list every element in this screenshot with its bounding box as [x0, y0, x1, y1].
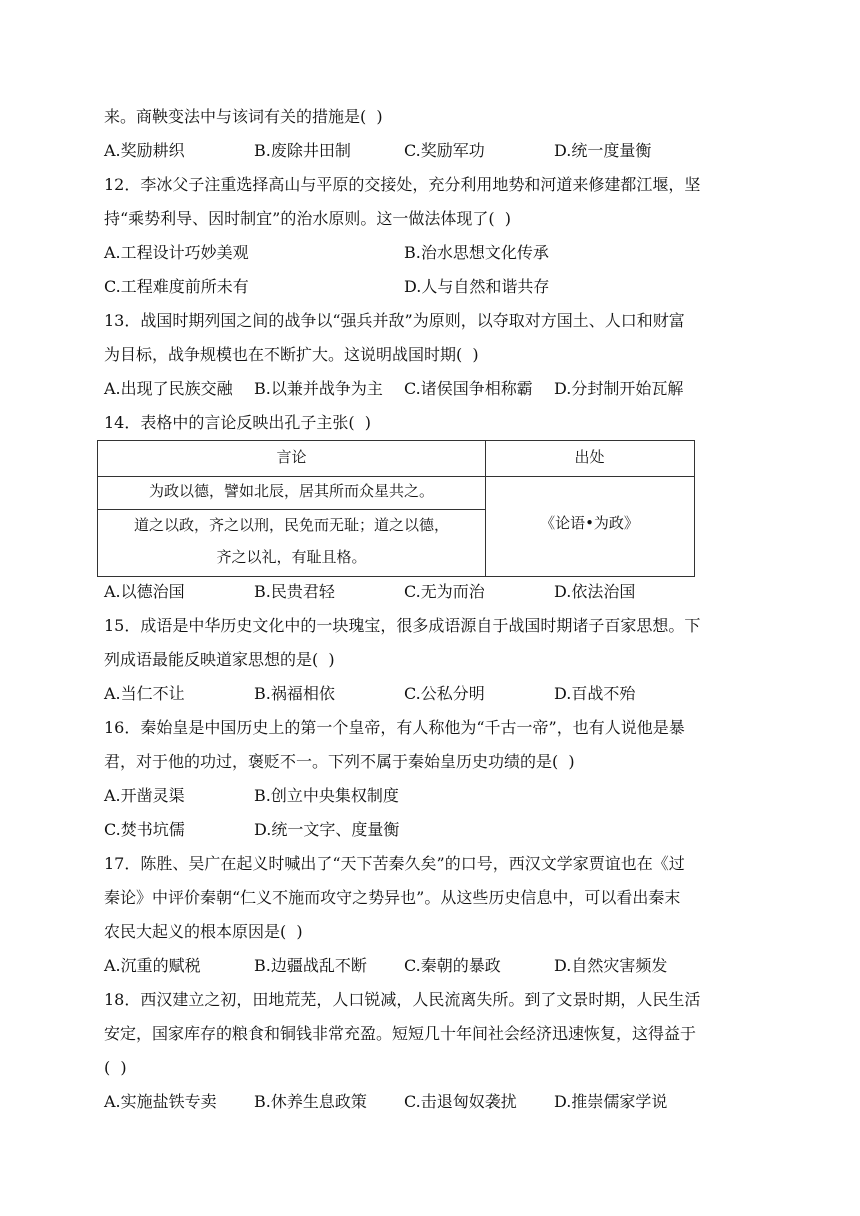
question-17-stem-line-1: 17．陈胜、吴广在起义时喊出了“天下苦秦久矣”的口号，西汉文学家贾谊也在《过	[104, 854, 685, 873]
question-12-stem-line-2: 持“乘势利导、因时制宜”的治水原则。这一做法体现了( )	[104, 209, 512, 228]
table-header-quotes: 言论	[276, 448, 307, 466]
table-row-divider	[98, 509, 485, 510]
q18-option-b: B.休养生息政策	[254, 1092, 367, 1111]
quotes-table	[97, 440, 695, 577]
q14-option-d: D.依法治国	[554, 582, 636, 601]
q15-option-d: D.百战不殆	[554, 684, 636, 703]
q13-option-d: D.分封制开始瓦解	[554, 379, 684, 398]
question-18-stem-line-3: ( )	[104, 1058, 127, 1077]
question-13-stem-line-1: 13．战国时期列国之间的战争以“强兵并敌”为原则，以夺取对方国土、人口和财富	[104, 311, 685, 330]
q15-option-b: B.祸福相依	[254, 684, 335, 703]
table-header-divider	[98, 476, 694, 477]
q15-option-c: C.公私分明	[404, 684, 485, 703]
q18-option-d: D.推崇儒家学说	[554, 1092, 668, 1111]
question-16-stem-line-1: 16．秦始皇是中国历史上的第一个皇帝，有人称他为“千古一帝”，也有人说他是暴	[104, 718, 685, 737]
q16-option-d: D.统一文字、度量衡	[254, 820, 400, 839]
q17-option-a: A.沉重的赋税	[104, 956, 201, 975]
q17-option-b: B.边疆战乱不断	[254, 956, 367, 975]
question-13-stem-line-2: 为目标，战争规模也在不断扩大。这说明战国时期( )	[104, 345, 479, 364]
question-17-stem-line-3: 农民大起义的根本原因是( )	[104, 922, 303, 941]
q11-option-d: D.统一度量衡	[554, 141, 652, 160]
table-source: 《论语•为政》	[540, 514, 639, 532]
q12-option-d: D.人与自然和谐共存	[404, 277, 550, 296]
q17-option-d: D.自然灾害频发	[554, 956, 668, 975]
q13-option-c: C.诸侯国争相称霸	[404, 379, 533, 398]
q12-option-a: A.工程设计巧妙美观	[104, 243, 249, 262]
q13-option-a: A.出现了民族交融	[104, 379, 233, 398]
question-18-stem-line-1: 18．西汉建立之初，田地荒芜，人口锐减，人民流离失所。到了文景时期，人民生活	[104, 990, 701, 1009]
table-header-source: 出处	[574, 448, 605, 466]
q14-option-b: B.民贵君轻	[254, 582, 335, 601]
q15-option-a: A.当仁不让	[104, 684, 185, 703]
question-15-stem-line-2: 列成语最能反映道家思想的是( )	[104, 650, 335, 669]
question-18-stem-line-2: 安定，国家库存的粮食和铜钱非常充盈。短短几十年间社会经济迅速恢复，这得益于	[104, 1024, 697, 1043]
question-12-stem-line-1: 12．李冰父子注重选择高山与平原的交接处，充分利用地势和河道来修建都江堰，坚	[104, 175, 701, 194]
table-quote-1: 为政以德，譬如北辰，居其所而众星共之。	[148, 482, 434, 500]
q13-option-b: B.以兼并战争为主	[254, 379, 383, 398]
q12-option-b: B.治水思想文化传承	[404, 243, 549, 262]
q12-option-c: C.工程难度前所未有	[104, 277, 249, 296]
q16-option-b: B.创立中央集权制度	[254, 786, 399, 805]
question-15-stem-line-1: 15．成语是中华历史文化中的一块瑰宝，很多成语源自于战国时期诸子百家思想。下	[104, 616, 701, 635]
q18-option-a: A.实施盐铁专卖	[104, 1092, 217, 1111]
q11-option-b: B.废除井田制	[254, 141, 351, 160]
q16-option-a: A.开凿灵渠	[104, 786, 185, 805]
table-quote-2-line-1: 道之以政，齐之以刑，民免而无耻；道之以德，	[133, 516, 449, 534]
q16-option-c: C.焚书坑儒	[104, 820, 185, 839]
q11-option-c: C.奖励军功	[404, 141, 485, 160]
q11-option-a: A.奖励耕织	[104, 141, 185, 160]
question-16-stem-line-2: 君，对于他的功过，褒贬不一。下列不属于秦始皇历史功绩的是( )	[104, 752, 575, 771]
q17-option-c: C.秦朝的暴政	[404, 956, 501, 975]
q14-option-c: C.无为而治	[404, 582, 485, 601]
question-11-stem-tail: 来。商鞅变法中与该词有关的措施是( )	[104, 107, 383, 126]
q18-option-c: C.击退匈奴袭扰	[404, 1092, 517, 1111]
q14-option-a: A.以德治国	[104, 582, 185, 601]
question-14-stem: 14．表格中的言论反映出孔子主张( )	[104, 413, 372, 432]
table-quote-2-line-2: 齐之以礼，有耻且格。	[216, 548, 367, 566]
question-17-stem-line-2: 秦论》中评价秦朝“仁义不施而攻守之势异也”。从这些历史信息中，可以看出秦末	[104, 888, 681, 907]
